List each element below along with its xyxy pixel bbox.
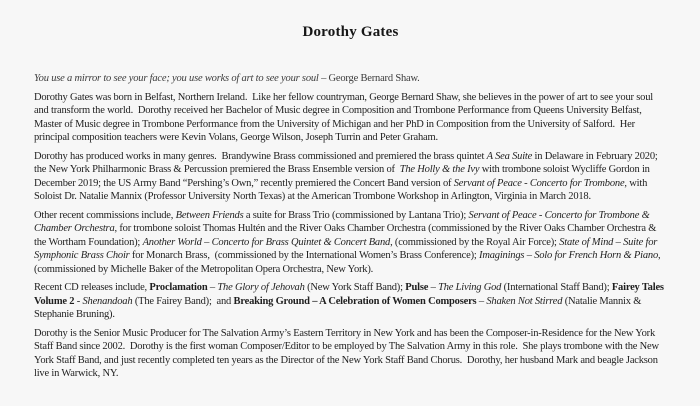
text-run: in Delaware in February 2020; the New York Philharmonic Brass & Percussion premiered the Brass Ensemble version of — [34, 150, 661, 175]
text-run: – — [476, 295, 487, 307]
text-run: Dorothy has produced works in many genres. Brandywine Brass commissioned and premiered the brass quintet — [34, 150, 487, 162]
text-run: Dorothy is the Senior Music Producer for The Salvation Army’s Eastern Territory in New York and has been the Composer-in-Residence for the New York Staff Band since 2002. Dorothy is the first woman Composer/Editor to be employed by The Salvation Army in this role. She plays trombone with the New York Staff Band, and just recently completed ten years as the Director of the New York Staff Band Chorus. Dorothy, her husband Mark and beagle Jackson live in Warwick, NY. — [34, 327, 661, 379]
paragraph-cd-releases — [34, 281, 667, 322]
text-run: Proclamation — [149, 282, 208, 293]
text-run: – George Bernard Shaw. — [321, 73, 420, 84]
text-run: a suite for Brass Trio (commissioned by Lantana Trio); — [243, 209, 469, 221]
text-run: Dorothy Gates was born in Belfast, Northern Ireland. Like her fellow countryman, George Bernard Shaw, she believes in the power of art to see your soul and transform the world. Dorothy received her Bachelor of Music degree in Composition and Trombone Performance from Queens University Belfast, Master of Music degree in Trombone Performance from the University of Michigan and her PhD in Composition from the University of Salford. Her principal composition teachers were Kevin Volans, George Wilson, Joseph Turrin and Peter Graham. — [34, 91, 656, 143]
text-run: , (commissioned by Michelle Baker of the Metropolitan Opera Orchestra, New York). — [34, 250, 663, 275]
text-run: (Natalie Mannix & Stephanie Bruning). — [34, 295, 644, 320]
text-run: , with Soloist Dr. Natalie Mannix (Professor University North Texas) at the American Trombone Workshop in Arlington, Virginia in March 2018. — [34, 177, 650, 202]
paragraph-biography — [34, 91, 667, 145]
text-run: Breaking Ground – A Celebration of Women Composers — [233, 295, 477, 307]
epigraph-quote — [34, 72, 667, 86]
text-run: Recent CD releases include, — [34, 282, 150, 293]
text-run: Between Friends — [175, 209, 244, 221]
text-run: Fairey Tales Volume 2 — [34, 282, 667, 307]
paragraph-premieres — [34, 150, 667, 204]
text-run: State of Mind – Suite for Symphonic Brass Choir — [34, 236, 660, 261]
paragraph-current-role — [34, 327, 667, 381]
text-run: Other recent commissions include, — [34, 209, 176, 221]
text-run: , for trombone soloist Thomas Hultén and the River Oaks Chamber Orchestra (commissioned by the River Oaks Chamber Orchestra & the Wortham Foundation); — [34, 223, 659, 248]
text-run: The Glory of Jehovah — [217, 282, 305, 293]
text-run: Imaginings – Solo for French Horn & Piano — [479, 250, 658, 261]
text-run: with trombone soloist Wycliffe Gordon in December 2019; the US Army Band “Pershing’s Own,” recently premiered the Concert Band version of — [34, 164, 653, 189]
text-run: The Living God — [438, 282, 502, 293]
text-run: Pulse — [405, 282, 429, 293]
text-run: The Holly & the Ivy — [399, 164, 480, 175]
text-run: Servant of Peace - Concerto for Trombone — [453, 177, 625, 189]
paragraph-commissions — [34, 209, 667, 277]
text-run: Servant of Peace - Concerto for Trombone & Chamber Orchestra — [34, 209, 653, 234]
text-run: - — [74, 295, 83, 307]
text-run: Shaken Not Stirred — [486, 295, 563, 307]
text-run: , (commissioned by the Royal Air Force); — [390, 236, 560, 248]
text-run: (The Fairey Band); and — [132, 295, 234, 307]
text-run: (International Staff Band); — [501, 282, 612, 293]
page-title: Dorothy Gates — [302, 24, 399, 40]
text-run: Shenandoah — [82, 295, 133, 307]
text-run: – — [207, 282, 218, 293]
text-run: A Sea Suite — [486, 150, 533, 162]
text-run: – — [428, 282, 439, 293]
text-run: Another World – Concerto for Brass Quintet & Concert Band — [142, 236, 391, 248]
text-run: for Monarch Brass, (commissioned by the International Women’s Brass Conference); — [129, 250, 480, 261]
text-run: (New York Staff Band); — [304, 282, 406, 293]
text-run: You use a mirror to see your face; you use works of art to see your soul — [34, 73, 322, 84]
